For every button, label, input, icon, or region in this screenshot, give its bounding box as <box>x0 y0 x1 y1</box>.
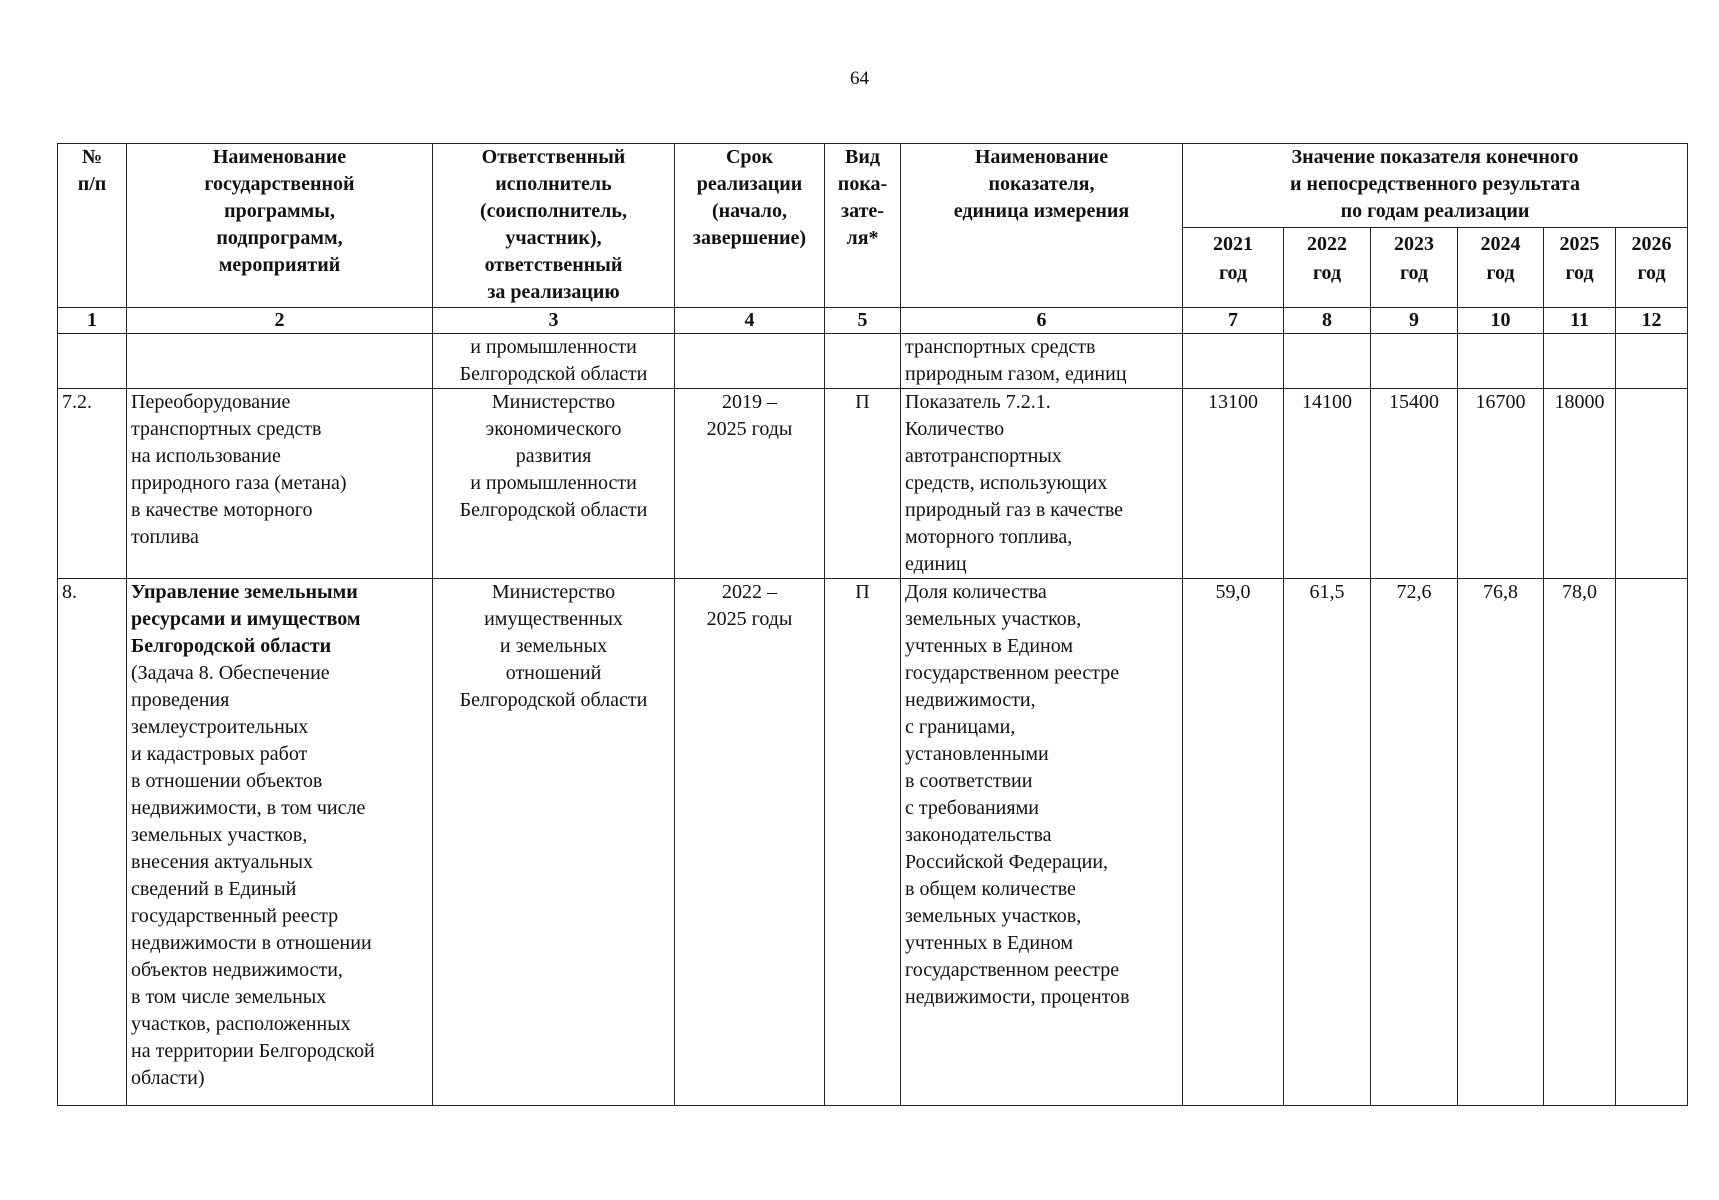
header-year-2021: 2021 год <box>1183 228 1284 308</box>
header-program-name: Наименование государственной программы, подпрограмм, мероприятий <box>127 144 433 308</box>
header-year-2026: 2026 год <box>1616 228 1688 308</box>
header-year-2023: 2023 год <box>1371 228 1458 308</box>
header-year-2024: 2024 год <box>1458 228 1544 308</box>
row-value-2026 <box>1616 389 1688 579</box>
column-number: 11 <box>1544 308 1616 334</box>
table-row <box>58 334 1688 389</box>
row-value-2023: 72,6 <box>1371 579 1458 1106</box>
column-number: 1 <box>58 308 127 334</box>
row-value-2023 <box>1371 334 1458 389</box>
column-number: 6 <box>901 308 1183 334</box>
column-numbers-row <box>58 308 1688 334</box>
column-number: 2 <box>127 308 433 334</box>
row-value-2025 <box>1544 334 1616 389</box>
table-header <box>58 144 1688 308</box>
column-number: 9 <box>1371 308 1458 334</box>
row-period: 2022 – 2025 годы <box>675 579 825 1106</box>
row-value-2022 <box>1284 334 1371 389</box>
row-indicator-type: П <box>825 579 901 1106</box>
row-indicator-type: П <box>825 389 901 579</box>
row-program-task: (Задача 8. Обеспечение проведения землеустроительных и кадастровых работ в отношении объектов недвижимости, в том числе земельных участков, внесения актуальных сведений в Единый государственный реестр недвижимости в отношении объектов недвижимости, в том числе земельных участков, расположенных на территории Белгородской области) <box>131 662 375 1089</box>
table-row <box>58 579 1688 1106</box>
column-number: 8 <box>1284 308 1371 334</box>
row-value-2025: 78,0 <box>1544 579 1616 1106</box>
row-indicator-name: Показатель 7.2.1. Количество автотранспортных средств, использующих природный газ в качестве моторного топлива, единиц <box>901 389 1183 579</box>
row-number <box>58 334 127 389</box>
row-value-2021 <box>1183 334 1284 389</box>
row-period: 2019 – 2025 годы <box>675 389 825 579</box>
row-value-2022: 61,5 <box>1284 579 1371 1106</box>
row-value-2024: 16700 <box>1458 389 1544 579</box>
row-executor: Министерство имущественных и земельных отношений Белгородской области <box>433 579 675 1106</box>
row-executor: и промышленности Белгородской области <box>433 334 675 389</box>
row-value-2023: 15400 <box>1371 389 1458 579</box>
column-number: 5 <box>825 308 901 334</box>
row-program-name: Переоборудование транспортных средств на использование природного газа (метана) в качестве моторного топлива <box>127 389 433 579</box>
row-number: 7.2. <box>58 389 127 579</box>
row-period <box>675 334 825 389</box>
table-row <box>58 389 1688 579</box>
row-value-2024: 76,8 <box>1458 579 1544 1106</box>
indicators-table <box>57 143 1688 1106</box>
header-year-2025: 2025 год <box>1544 228 1616 308</box>
row-value-2024 <box>1458 334 1544 389</box>
row-executor: Министерство экономического развития и промышленности Белгородской области <box>433 389 675 579</box>
column-number: 10 <box>1458 308 1544 334</box>
column-number: 3 <box>433 308 675 334</box>
header-year-2022: 2022 год <box>1284 228 1371 308</box>
row-program-name: Управление земельными ресурсами и имуществом Белгородской области <box>131 581 361 657</box>
row-value-2026 <box>1616 334 1688 389</box>
row-indicator-name: транспортных средств природным газом, единиц <box>901 334 1183 389</box>
row-value-2021: 13100 <box>1183 389 1284 579</box>
column-number: 4 <box>675 308 825 334</box>
row-number: 8. <box>58 579 127 1106</box>
header-executor: Ответственный исполнитель (соисполнитель, участник), ответственный за реализацию <box>433 144 675 308</box>
header-period: Срок реализации (начало, завершение) <box>675 144 825 308</box>
row-value-2022: 14100 <box>1284 389 1371 579</box>
header-number: № п/п <box>58 144 127 308</box>
header-values-group: Значение показателя конечного и непосредственного результата по годам реализации <box>1183 144 1688 228</box>
row-program-name-cell <box>127 579 433 1106</box>
row-value-2026 <box>1616 579 1688 1106</box>
row-value-2021: 59,0 <box>1183 579 1284 1106</box>
column-number: 7 <box>1183 308 1284 334</box>
row-indicator-type <box>825 334 901 389</box>
row-program-name <box>127 334 433 389</box>
row-value-2025: 18000 <box>1544 389 1616 579</box>
header-indicator-type: Вид пока- зате- ля* <box>825 144 901 308</box>
column-number: 12 <box>1616 308 1688 334</box>
page-number: 64 <box>850 68 869 89</box>
row-indicator-name: Доля количества земельных участков, учтенных в Едином государственном реестре недвижимости, с границами, установленными в соответствии с требованиями законодательства Российской Федерации, в общем количестве земельных участков, учтенных в Едином государственном реестре недвижимости, процентов <box>901 579 1183 1106</box>
header-indicator-name: Наименование показателя, единица измерения <box>901 144 1183 308</box>
